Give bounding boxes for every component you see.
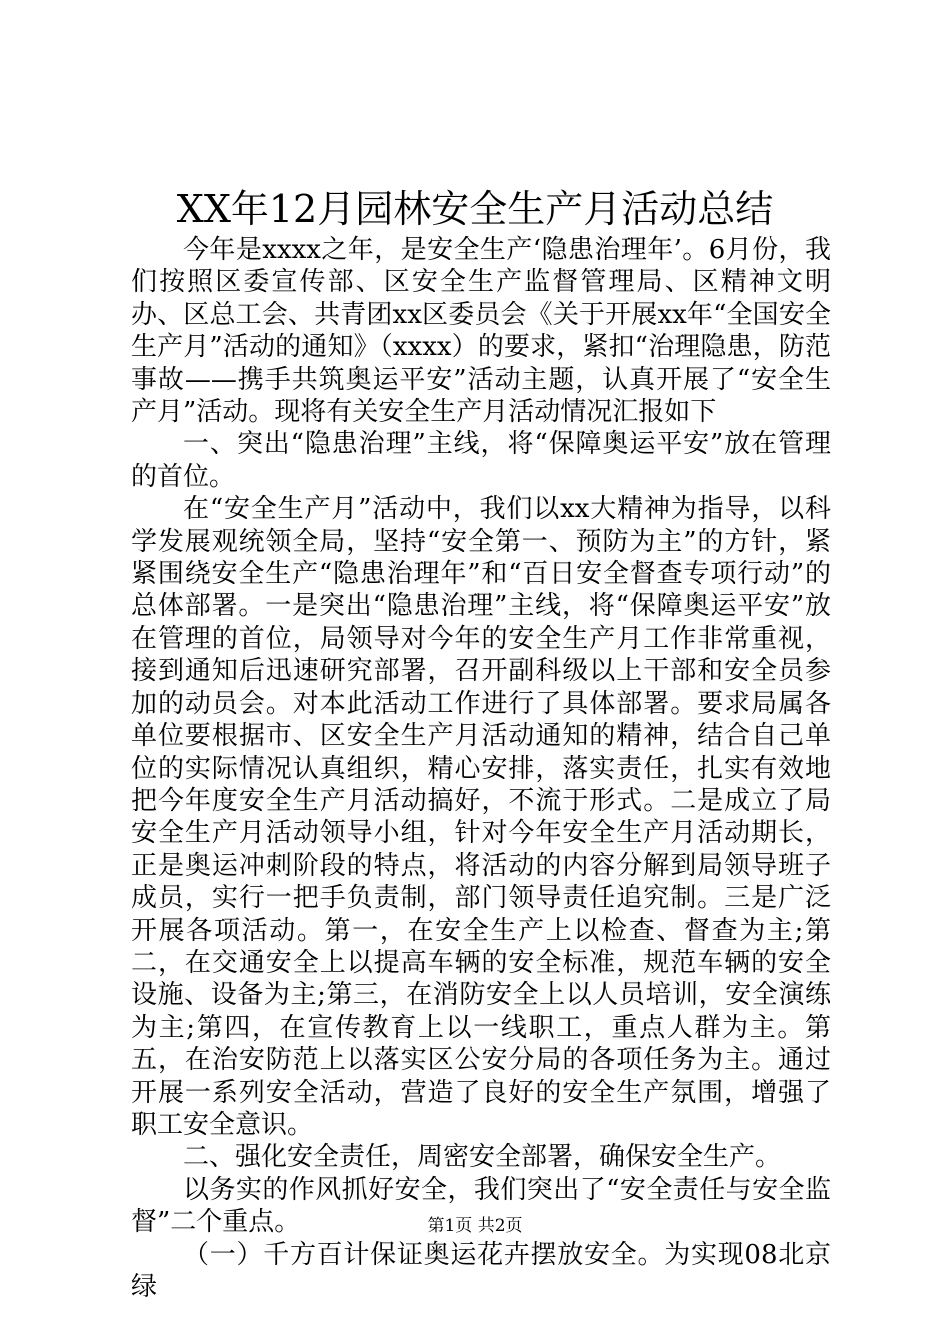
page-footer: 第1页 共2页 [427,1216,523,1236]
paragraph-intro: 今年是xxxx之年，是安全生产‘隐患治理年’。6月份，我们按照区委宣传部、区安全生产监督管理局、区精神文明办、区总工会、共青团xx区委员会《关于开展xx年“全国安全生产月”活动的通知》（xxxx）的要求，紧扣“治理隐患，防范事故——携手共筑奥运平安”活动主题，认真开展了“安全生产月”活动。现将有关安全生产月活动情况汇报如下 [131,235,831,428]
paragraph-section-1: 在“安全生产月”活动中，我们以xx大精神为指导，以科学发展观统领全局，坚持“安全第一、预防为主”的方针，紧紧围绕安全生产“隐患治理年”和“百日安全督查专项行动”的总体部署。一是突出“隐患治理”主线，将“保障奥运平安”放在管理的首位，局领导对今年的安全生产月工作非常重视，接到通知后迅速研究部署，召开副科级以上干部和安全员参加的动员会。对本此活动工作进行了具体部署。要求局属各单位要根据市、区安全生产月活动通知的精神，结合自己单位的实际情况认真组织，精心安排，落实责任，扎实有效地把今年度安全生产月活动搞好，不流于形式。二是成立了局安全生产月活动领导小组，针对今年安全生产月活动期长，正是奥运冲刺阶段的特点，将活动的内容分解到局领导班子成员，实行一把手负责制，部门领导责任追究制。三是广泛开展各项活动。第一，在安全生产上以检查、督查为主;第二，在交通安全上以提高车辆的安全标准，规范车辆的安全设施、设备为主;第三，在消防安全上以人员培训，安全演练为主;第四，在宣传教育上以一线职工，重点人群为主。第五，在治安防范上以落实区公安分局的各项任务为主。通过开展一系列安全活动，营造了良好的安全生产氛围，增强了职工安全意识。 [131,494,831,1140]
section-heading-1: 一、突出“隐患治理”主线，将“保障奥运平安”放在管理的首位。 [131,429,831,492]
document-title: XX年12月园林安全生产月活动总结 [176,187,774,231]
document-body [131,234,831,1303]
paragraph-subsection-1: （一）千方百计保证奥运花卉摆放安全。为实现08北京绿 [131,1239,831,1302]
paragraph-section-2: 以务实的作风抓好安全，我们突出了“安全责任与安全监督”二个重点。 [131,1174,831,1238]
section-heading-2: 二、强化安全责任，周密安全部署，确保安全生产。 [183,1142,782,1173]
